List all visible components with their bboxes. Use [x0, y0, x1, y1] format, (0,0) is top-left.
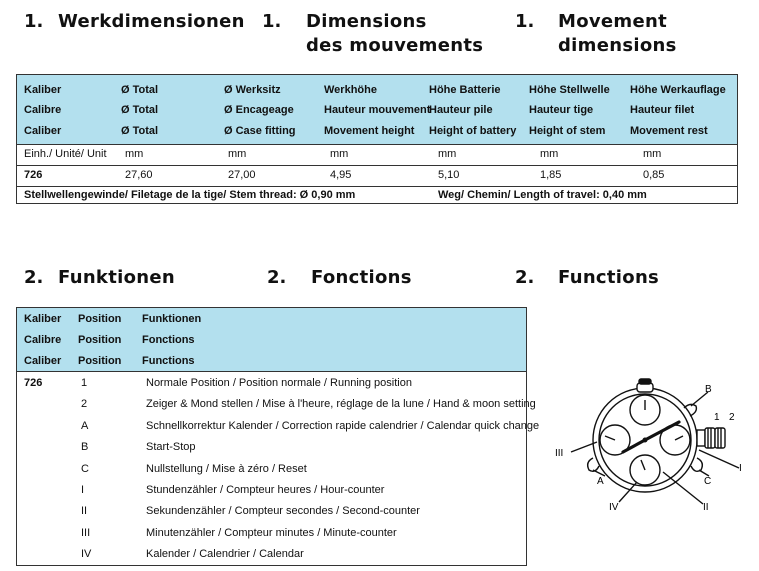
unit-cell: mm — [228, 148, 247, 160]
diagram-label-i: I — [739, 463, 742, 474]
value-row-caliber: 726 — [24, 169, 43, 181]
header-function: Funktionen — [142, 313, 202, 325]
crown-stem-icon — [697, 430, 705, 446]
diagram-label-pos1: 1 — [714, 412, 720, 423]
header-total-diameter: Ø Total — [121, 125, 159, 137]
header-function: Functions — [142, 355, 195, 367]
header-movement-rest: Höhe Werkauflage — [630, 84, 726, 96]
section1-en-title-line2: dimensions — [558, 35, 677, 56]
header-caliber: Caliber — [24, 355, 62, 367]
header-stem-height: Hauteur tige — [529, 104, 594, 116]
diagram-label-iii: III — [555, 448, 564, 459]
unit-cell: mm — [125, 148, 144, 160]
function-description: Kalender / Calendrier / Calendar — [146, 548, 304, 561]
header-stem-height: Height of stem — [529, 125, 606, 137]
function-position: III — [81, 526, 91, 539]
function-description: Start-Stop — [146, 441, 196, 454]
section2-de-number: 2. — [24, 267, 44, 288]
table-row-divider — [17, 165, 737, 166]
function-position: C — [81, 462, 89, 475]
unit-cell: mm — [540, 148, 559, 160]
function-position: 2 — [81, 398, 88, 411]
function-description: Stundenzähler / Compteur heures / Hour-counter — [146, 484, 385, 496]
header-battery-height: Hauteur pile — [429, 104, 493, 116]
value-cell: 5,10 — [438, 169, 460, 181]
value-cell: 0,85 — [643, 169, 665, 181]
unit-cell: mm — [330, 148, 349, 160]
function-position: IV — [81, 548, 92, 561]
length-of-travel-note: Weg/ Chemin/ Length of travel: 0,40 mm — [438, 189, 647, 201]
header-case-fitting: Ø Case fitting — [224, 125, 296, 137]
diagram-label-ii: II — [703, 502, 709, 513]
diagram-label-a: A — [597, 476, 604, 487]
header-battery-height: Höhe Batterie — [429, 84, 501, 96]
table-row-divider — [17, 186, 737, 187]
hour-hand-icon — [623, 440, 645, 452]
function-position: I — [81, 484, 85, 496]
function-description: Minutenzähler / Compteur minutes / Minute-counter — [146, 526, 397, 539]
diagram-label-pos2: 2 — [729, 412, 735, 423]
header-caliber: Kaliber — [24, 84, 62, 96]
diagram-label-c: C — [704, 476, 712, 487]
section1-en-number: 1. — [515, 11, 535, 32]
function-position: A — [81, 419, 89, 432]
function-position: B — [81, 441, 89, 454]
section1-de-title: Werkdimensionen — [58, 11, 245, 32]
unit-cell: mm — [438, 148, 457, 160]
pusher-top-cap-icon — [639, 379, 651, 384]
header-battery-height: Height of battery — [429, 125, 517, 137]
header-case-fitting: Ø Werksitz — [224, 84, 281, 96]
header-position: Position — [78, 355, 122, 367]
section2-fr-title: Fonctions — [311, 267, 412, 288]
function-position: 1 — [81, 377, 88, 389]
function-position: II — [81, 505, 88, 518]
section1-fr-title-line2: des mouvements — [306, 35, 484, 56]
unit-cell: mm — [643, 148, 662, 160]
function-description: Zeiger & Mond stellen / Mise à l'heure, réglage de la lune / Hand & moon setting — [146, 398, 536, 411]
function-caliber: 726 — [24, 377, 43, 389]
value-cell: 27,00 — [228, 169, 256, 181]
header-total-diameter: Ø Total — [121, 104, 159, 116]
header-position: Position — [78, 334, 122, 346]
function-description: Schnellkorrektur Kalender / Correction rapide calendrier / Calendar quick change — [146, 419, 540, 432]
header-case-fitting: Ø Encageage — [224, 104, 294, 116]
header-caliber: Calibre — [24, 104, 62, 116]
crown-pulled-icon — [715, 428, 725, 448]
header-total-diameter: Ø Total — [121, 84, 159, 96]
dimensions-table — [16, 74, 738, 204]
stem-thread-note: Stellwellengewinde/ Filetage de la tige/ Stem thread: Ø 0,90 mm — [24, 189, 356, 201]
header-movement-rest: Movement rest — [630, 125, 708, 137]
functions-table — [16, 307, 540, 566]
header-caliber: Kaliber — [24, 313, 62, 325]
value-cell: 1,85 — [540, 169, 562, 181]
header-movement-rest: Hauteur filet — [630, 104, 695, 116]
header-movement-height: Movement height — [324, 125, 415, 137]
header-movement-height: Werkhöhe — [324, 84, 377, 96]
section2-de-title: Funktionen — [58, 267, 175, 288]
unit-row-label: Einh./ Unité/ Unit — [24, 148, 107, 160]
crown-icon — [705, 428, 715, 448]
section2-en-title: Functions — [558, 267, 660, 288]
diagram-label-b: B — [705, 384, 712, 395]
function-description: Nullstellung / Mise à zéro / Reset — [146, 462, 307, 475]
section1-fr-number: 1. — [262, 11, 282, 32]
function-description: Normale Position / Position normale / Running position — [146, 377, 412, 389]
header-position: Position — [78, 313, 122, 325]
header-movement-height: Hauteur mouvement — [324, 104, 431, 116]
header-stem-height: Höhe Stellwelle — [529, 84, 610, 96]
value-cell: 27,60 — [125, 169, 153, 181]
header-function: Fonctions — [142, 334, 195, 346]
section2-en-number: 2. — [515, 267, 535, 288]
header-caliber: Calibre — [24, 334, 62, 346]
watch-crown-positions-diagram — [553, 370, 748, 520]
section1-fr-title-line1: Dimensions — [306, 11, 427, 32]
header-caliber: Caliber — [24, 125, 62, 137]
section1-en-title-line1: Movement — [558, 11, 668, 32]
section1-de-number: 1. — [24, 11, 44, 32]
section2-fr-number: 2. — [267, 267, 287, 288]
diagram-label-iv: IV — [609, 502, 619, 513]
function-description: Sekundenzähler / Compteur secondes / Second-counter — [146, 505, 420, 518]
value-cell: 4,95 — [330, 169, 352, 181]
